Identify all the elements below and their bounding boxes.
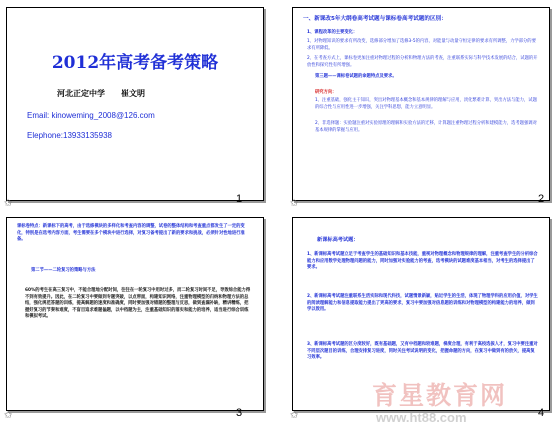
sub-heading: 第三题——课标卷试题的命题特点及要求。 <box>315 74 397 79</box>
star-icon: ✩ <box>290 410 299 421</box>
slide-thumbnail-2[interactable] <box>292 7 550 201</box>
sub-heading: 第二节——二轮复习的策略与方法 <box>31 268 96 273</box>
star-icon: ✩ <box>290 198 299 209</box>
watermark-url: www.ht88.com <box>376 410 467 425</box>
paragraph: 2、非选择题：实验题注重对实验原理的理解和实验方法的迁移，计算题注重物理过程分析和建模能力，选考题强调对基本规律的掌握与应用。 <box>315 121 537 133</box>
phone-text: Elephone:13933135938 <box>27 131 112 140</box>
slide-heading: 一、新课改5年大纲卷高考试题与课标卷高考试题的区别： <box>303 16 447 22</box>
slide-title: 2012年高考备考策略 <box>51 53 219 73</box>
slide-thumbnail-1[interactable] <box>6 7 264 201</box>
slide-number-1: 1 <box>236 193 243 205</box>
paragraph: 60%的考生在高三复习中，不能合理地分配时间，往往在一轮复习中用时过多，而二轮复习时间不足，导致综合能力得不到有效提升。因此，在二轮复习中要做到专题突破，以点带面，构建知识网络，注重物理模型的归纳和物理方法的总结，强化规范答题的训练，提高解题的速度和准确度，同时要加强对错题的整理与反思，做到查漏补缺，精讲精练，把握好复习的节奏和难度，不盲目追求难题偏题，以中档题为主，注重基础知识的落实和能力的培养，适当进行综合训练和模拟考试。 <box>25 288 251 320</box>
slide-number-3: 3 <box>236 407 243 419</box>
author-line: 河北正定中学 崔文明 <box>57 89 145 98</box>
paragraph: 1、注重基础，强化主干知识，突出对物理基本概念和基本规律的理解与应用，淡化繁难计算，突出方法与能力，试题的综合性与应用性进一步增强，关注学科思想，能力立意明显。 <box>315 98 537 110</box>
slide-number-2: 2 <box>538 193 545 205</box>
slide-thumbnail-4[interactable] <box>292 217 550 411</box>
paragraph: 2、在考查方式上，课标卷更加注重对物理过程的分析和物理方法的考查，注重联系实际与科学技术发展的结合，试题的开放性和探究性有所增强。 <box>307 56 538 68</box>
paragraph: 3、新课标高考试题的区分度较好，既有基础题，又有中档题和较难题，梯度合理，有利于高校选拔人才，复习中要注重对不同层次题目的训练，合理安排复习进度，同时关注考试说明的变化，把握命题的方向，在复习中做到有的放矢，提高复习效率。 <box>307 342 538 361</box>
star-icon: ✩ <box>4 198 13 209</box>
email-text: Email: kinoweming_2008@126.com <box>27 111 155 120</box>
slide-heading: 新课标高考试题： <box>317 237 359 243</box>
watermark-logo: 育星教育网 <box>372 381 508 410</box>
star-icon: ✩ <box>4 410 13 421</box>
slide-thumbnail-3[interactable] <box>6 217 264 411</box>
paragraph: 1、新课标高考试题立足于考查学生的基础知识和基本技能，重视对物理概念和物理规律的理解，注重考查学生的分析综合能力和应用数学处理物理问题的能力，同时加强对实验能力的考查，选考模块的试题难度基本相当，对考生的选择提出了要求。 <box>307 252 538 271</box>
slide-number-4: 4 <box>538 407 545 419</box>
paragraph: 1、对物理知识的要求有所改变，选修部分增加了选修3-5的内容，对能量与动量守恒定律的要求有所调整，力学部分的要求有所降低。 <box>307 39 536 51</box>
paragraph: 课标卷特点：新课标下的高考，由于选修模块的多样化和考查内容的调整，试卷的整体结构和考查重点都发生了一定的变化，特别是在选考内容方面，考生需要在多个模块中进行选择，对复习备考提出了新的要求和挑战，必须针对性地进行准备。 <box>17 224 245 243</box>
sub-heading: 1、课程改革的主要变化： <box>307 30 358 35</box>
red-heading: 研究方向： <box>315 90 337 95</box>
paragraph: 2、新课标高考试题注重联系生活实际和现代科技，试题情景新颖，贴近学生的生活，体现了物理学科的应用价值，对学生的阅读理解能力和信息提取能力提出了更高的要求，复习中要加强对信息题的训练和对物理模型的构建能力的培养，做到学以致用。 <box>307 294 538 313</box>
